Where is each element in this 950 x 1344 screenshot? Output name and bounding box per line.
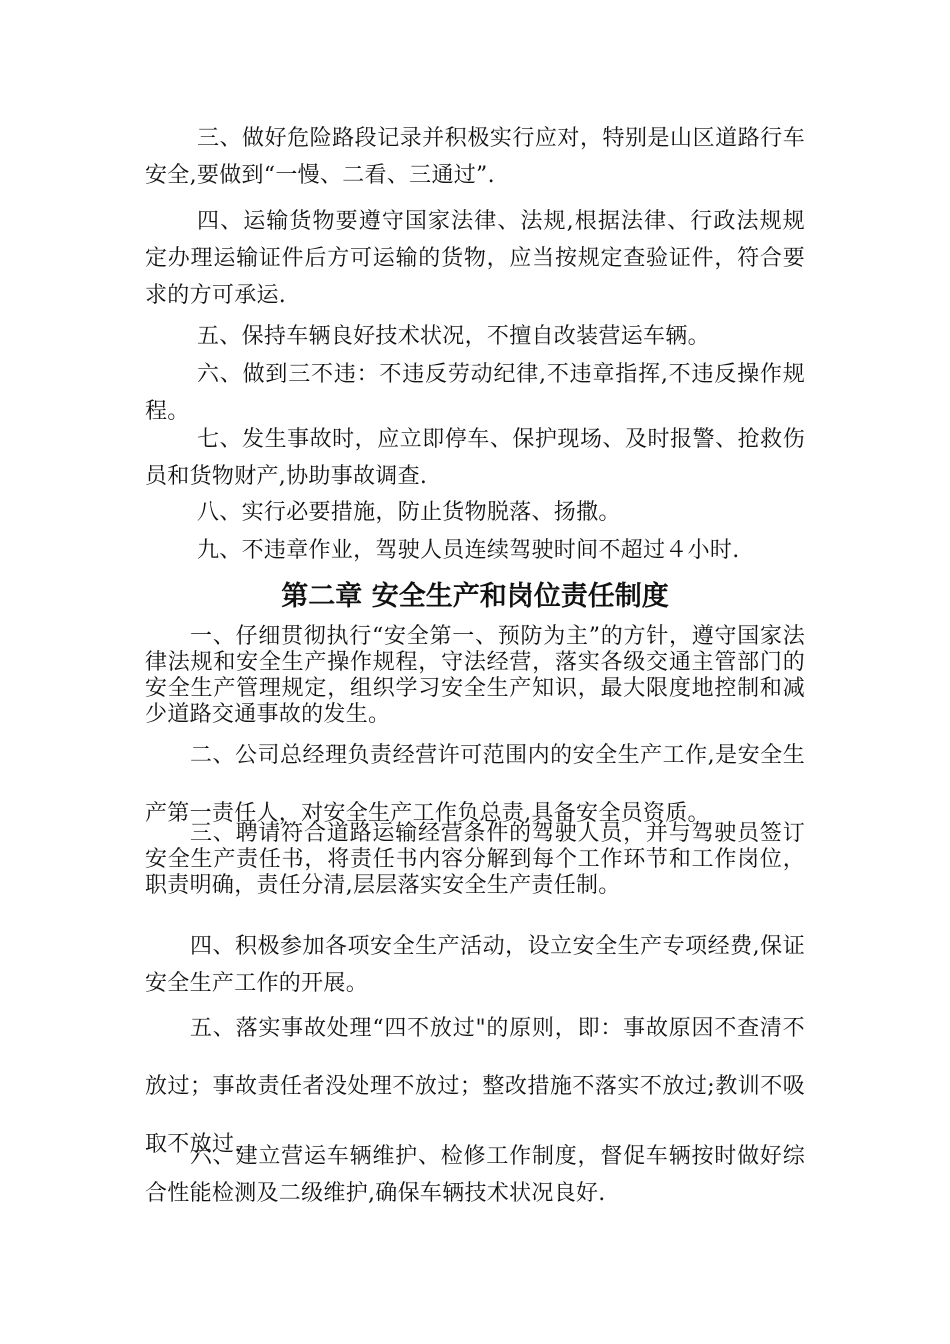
duty-item-6: 六、建立营运车辆维护、检修工作制度，督促车辆按时做好综合性能检测及二级维护,确保车辆技术状况良好. [145, 1144, 805, 1206]
rule-item-6: 六、做到三不违：不违反劳动纪律,不违章指挥,不违反操作规程。 [145, 362, 805, 424]
rule-item-3: 三、做好危险路段记录并积极实行应对，特别是山区道路行车安全,要做到“一慢、二看、三通过”. [145, 126, 805, 188]
duty-item-2: 二、公司总经理负责经营许可范围内的安全生产工作,是安全生产第一责任人，对安全生产工作负总责,具备安全员资质。 [145, 743, 805, 826]
rule-item-5: 五、保持车辆良好技术状况，不擅自改装营运车辆。 [197, 324, 710, 349]
duty-item-3: 三、聘请符合道路运输经营条件的驾驶人员，并与驾驶员签订安全生产责任书，将责任书内容分解到每个工作环节和工作岗位，职责明确，责任分清,层层落实安全生产责任制。 [145, 821, 805, 898]
duty-item-1: 一、仔细贯彻执行“安全第一、预防为主”的方针，遵守国家法律法规和安全生产操作规程，守法经营，落实各级交通主管部门的安全生产管理规定，组织学习安全生产知识，最大限度地控制和减少道路交通事故的发生。 [145, 624, 805, 727]
rule-item-8: 八、实行必要措施，防止货物脱落、扬撒。 [197, 500, 621, 525]
rule-item-7: 七、发生事故时，应立即停车、保护现场、及时报警、抢救伤员和货物财产,协助事故调查. [145, 427, 805, 489]
chapter-title: 第二章 安全生产和岗位责任制度 [281, 581, 669, 612]
rule-item-4: 四、运输货物要遵守国家法律、法规,根据法律、行政法规规定办理运输证件后方可运输的货物，应当按规定查验证件，符合要求的方可承运. [145, 209, 805, 308]
duty-item-5: 五、落实事故处理“四不放过"的原则，即：事故原因不查清不放过；事故责任者没处理不放过；整改措施不落实不放过;教训不吸取不放过. [145, 1016, 805, 1157]
rule-item-9: 九、不违章作业，驾驶人员连续驾驶时间不超过４小时. [197, 538, 740, 563]
duty-item-4: 四、积极参加各项安全生产活动，设立安全生产专项经费,保证安全生产工作的开展。 [145, 934, 805, 996]
